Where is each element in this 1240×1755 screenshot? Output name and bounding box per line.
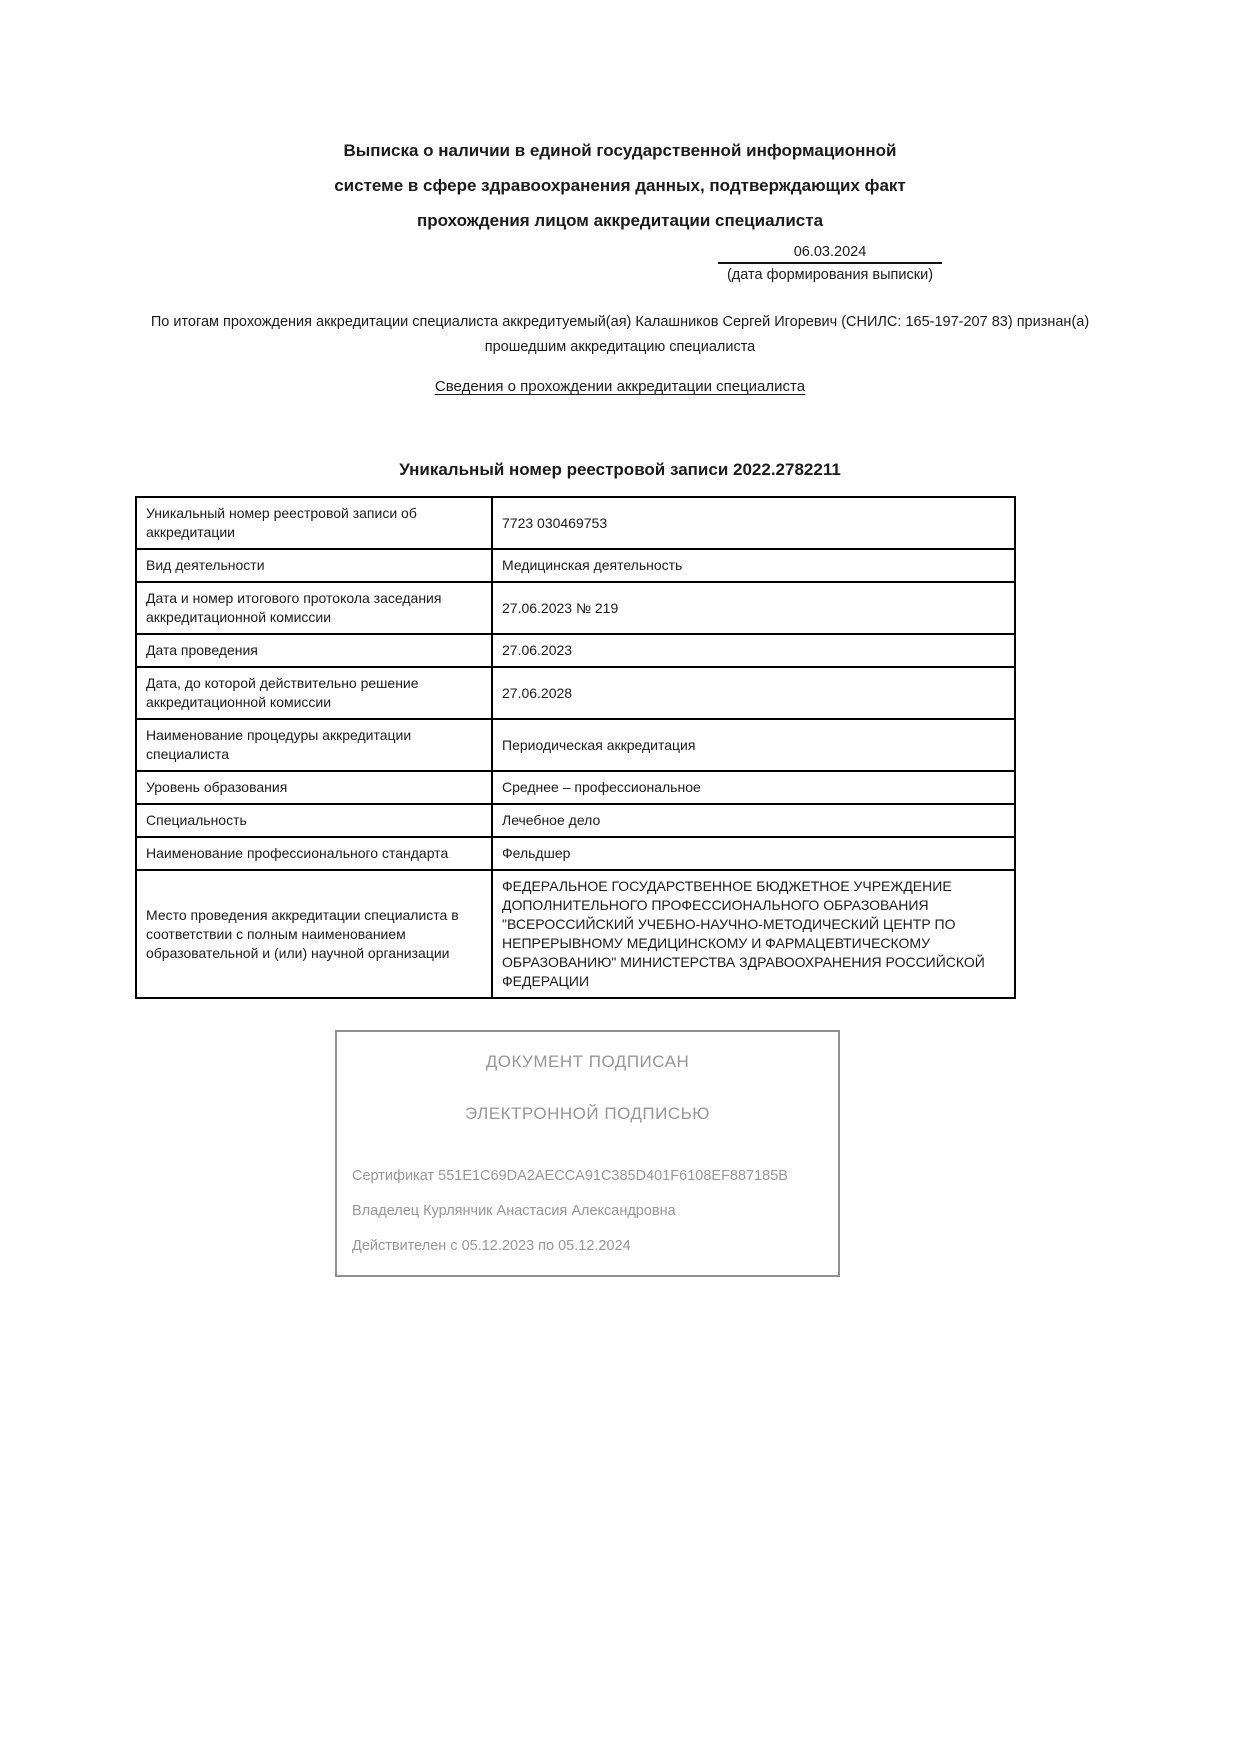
table-cell-label: Уровень образования xyxy=(136,771,492,804)
table-row xyxy=(136,719,1015,771)
extract-date: 06.03.2024 xyxy=(718,244,942,264)
table-cell-value: Фельдшер xyxy=(492,837,1015,870)
extract-date-block xyxy=(620,244,1040,283)
table-cell-value: Периодическая аккредитация xyxy=(492,719,1015,771)
registry-number-heading: Уникальный номер реестровой записи 2022.2782211 xyxy=(399,460,841,479)
electronic-signature-stamp xyxy=(335,1030,840,1277)
table-cell-label: Дата проведения xyxy=(136,634,492,667)
accreditation-intro-paragraph: По итогам прохождения аккредитации специалиста аккредитуемый(ая) Калашников Сергей Игоревич (СНИЛС: 165-197-207 83) признан(а) прошедшим аккредитацию специалиста xyxy=(150,314,1090,355)
table-row xyxy=(136,497,1015,549)
signature-title-line-2: ЭЛЕКТРОННОЙ ПОДПИСЬЮ xyxy=(465,1104,710,1123)
table-row xyxy=(136,870,1015,998)
signature-title-line-1: ДОКУМЕНТ ПОДПИСАН xyxy=(485,1052,690,1071)
table-row xyxy=(136,667,1015,719)
signature-validity: Действителен с 05.12.2023 по 05.12.2024 xyxy=(352,1238,631,1254)
table-cell-value: Среднее – профессиональное xyxy=(492,771,1015,804)
table-cell-label: Дата, до которой действительно решение аккредитационной комиссии xyxy=(136,667,492,719)
table-row xyxy=(136,837,1015,870)
document-title-line-2: системе в сфере здравоохранения данных, подтверждающих факт xyxy=(334,176,906,195)
table-cell-value: 7723 030469753 xyxy=(492,497,1015,549)
table-cell-label: Дата и номер итогового протокола заседания аккредитационной комиссии xyxy=(136,582,492,634)
table-cell-label: Уникальный номер реестровой записи об аккредитации xyxy=(136,497,492,549)
table-cell-value: 27.06.2028 xyxy=(492,667,1015,719)
table-cell-label: Место проведения аккредитации специалиста в соответствии с полным наименованием образовательной и (или) научной организации xyxy=(136,870,492,998)
extract-date-caption: (дата формирования выписки) xyxy=(726,267,934,283)
document-title-line-3: прохождения лицом аккредитации специалиста xyxy=(416,211,824,230)
table-cell-label: Наименование профессионального стандарта xyxy=(136,837,492,870)
table-row xyxy=(136,771,1015,804)
table-cell-label: Вид деятельности xyxy=(136,549,492,582)
table-row xyxy=(136,582,1015,634)
table-cell-value: 27.06.2023 xyxy=(492,634,1015,667)
table-cell-label: Наименование процедуры аккредитации специалиста xyxy=(136,719,492,771)
table-row xyxy=(136,804,1015,837)
table-cell-value: ФЕДЕРАЛЬНОЕ ГОСУДАРСТВЕННОЕ БЮДЖЕТНОЕ УЧРЕЖДЕНИЕ ДОПОЛНИТЕЛЬНОГО ПРОФЕССИОНАЛЬНОГО ОБРАЗОВАНИЯ "ВСЕРОССИЙСКИЙ УЧЕБНО-НАУЧНО-МЕТОДИЧЕСКИЙ ЦЕНТР ПО НЕПРЕРЫВНОМУ МЕДИЦИНСКОМУ И ФАРМАЦЕВТИЧЕСКОМУ ОБРАЗОВАНИЮ" МИНИСТЕРСТВА ЗДРАВООХРАНЕНИЯ РОССИЙСКОЙ ФЕДЕРАЦИИ xyxy=(492,870,1015,998)
table-row xyxy=(136,634,1015,667)
signature-details xyxy=(352,1168,838,1254)
signature-owner: Владелец Курлянчик Анастасия Александровна xyxy=(352,1203,676,1219)
accreditation-details-table xyxy=(135,496,1016,999)
table-row xyxy=(136,549,1015,582)
table-cell-value: Медицинская деятельность xyxy=(492,549,1015,582)
document-title-line-1: Выписка о наличии в единой государственной информационной xyxy=(343,141,897,160)
table-cell-value: Лечебное дело xyxy=(492,804,1015,837)
section-heading: Сведения о прохождении аккредитации специалиста xyxy=(434,378,806,395)
table-cell-value: 27.06.2023 № 219 xyxy=(492,582,1015,634)
table-cell-label: Специальность xyxy=(136,804,492,837)
signature-certificate: Сертификат 551E1C69DA2AECCA91C385D401F6108EF887185B xyxy=(352,1168,788,1184)
document-title xyxy=(120,133,1120,238)
